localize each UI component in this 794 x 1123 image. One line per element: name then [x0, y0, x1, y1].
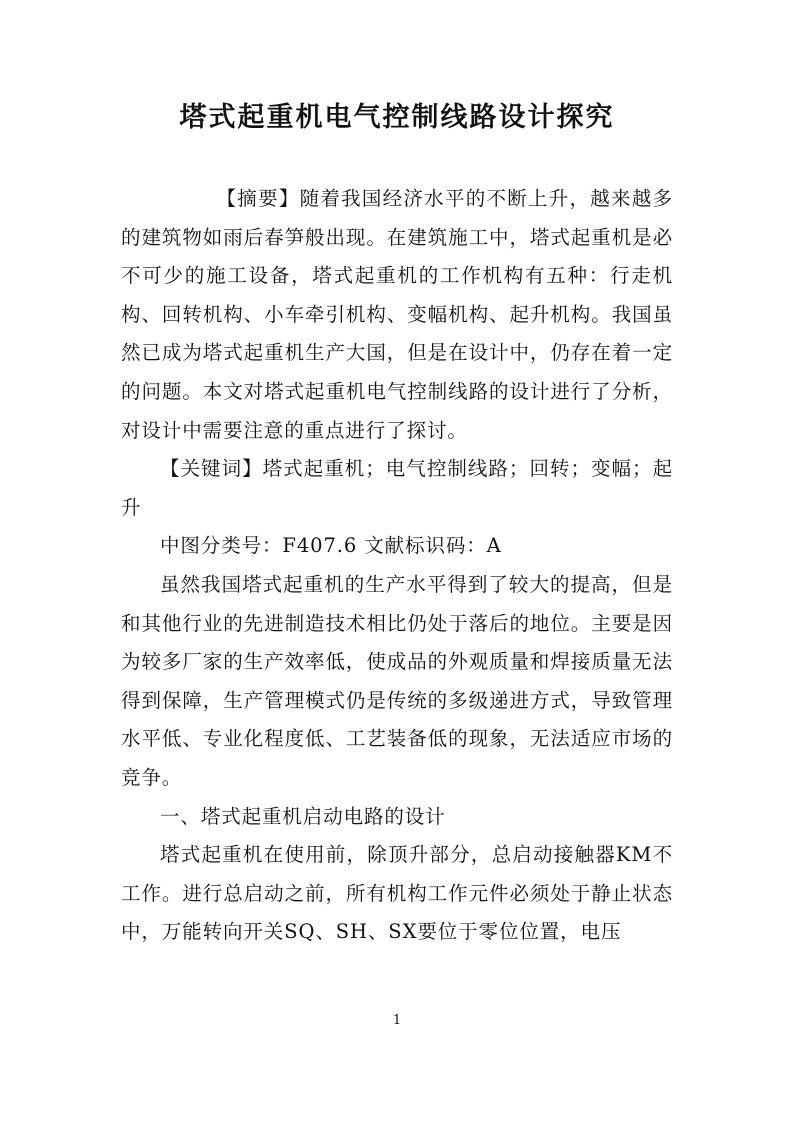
intro-paragraph: 虽然我国塔式起重机的生产水平得到了较大的提高，但是和其他行业的先进制造技术相比仍处于落后的地位。主要是因为较多厂家的生产效率低，使成品的外观质量和焊接质量无法得到保障，生产管理模式仍是传统的多级递进方式，导致管理水平低、专业化程度低、工艺装备低的现象，无法适应市场的竞争。 [121, 572, 673, 789]
section-paragraph: 塔式起重机在使用前，除顶升部分，总启动接触器KM不工作。进行总启动之前，所有机构工作元件必须处于静止状态中，万能转向开关SQ、SH、SX要位于零位位置，电压 [121, 843, 673, 944]
keywords-paragraph: 【关键词】塔式起重机；电气控制线路；回转；变幅；起升 [121, 457, 673, 519]
document-title: 塔式起重机电气控制线路设计探究 [179, 102, 615, 133]
page-number: 1 [392, 1013, 402, 1028]
abstract-paragraph: 【摘要】随着我国经济水平的不断上升，越来越多的建筑物如雨后春笋般出现。在建筑施工中，塔式起重机是必不可少的施工设备，塔式起重机的工作机构有五种：行走机构、回转机构、小车牵引机构、变幅机构、起升机构。我国虽然已成为塔式起重机生产大国，但是在设计中，仍存在着一定的问题。本文对塔式起重机电气控制线路的设计进行了分析，对设计中需要注意的重点进行了探讨。 [121, 187, 673, 442]
document-body [121, 180, 673, 952]
classification-paragraph: 中图分类号：F407.6 文献标识码：A [160, 534, 502, 558]
section-heading: 一、塔式起重机启动电路的设计 [160, 804, 446, 828]
